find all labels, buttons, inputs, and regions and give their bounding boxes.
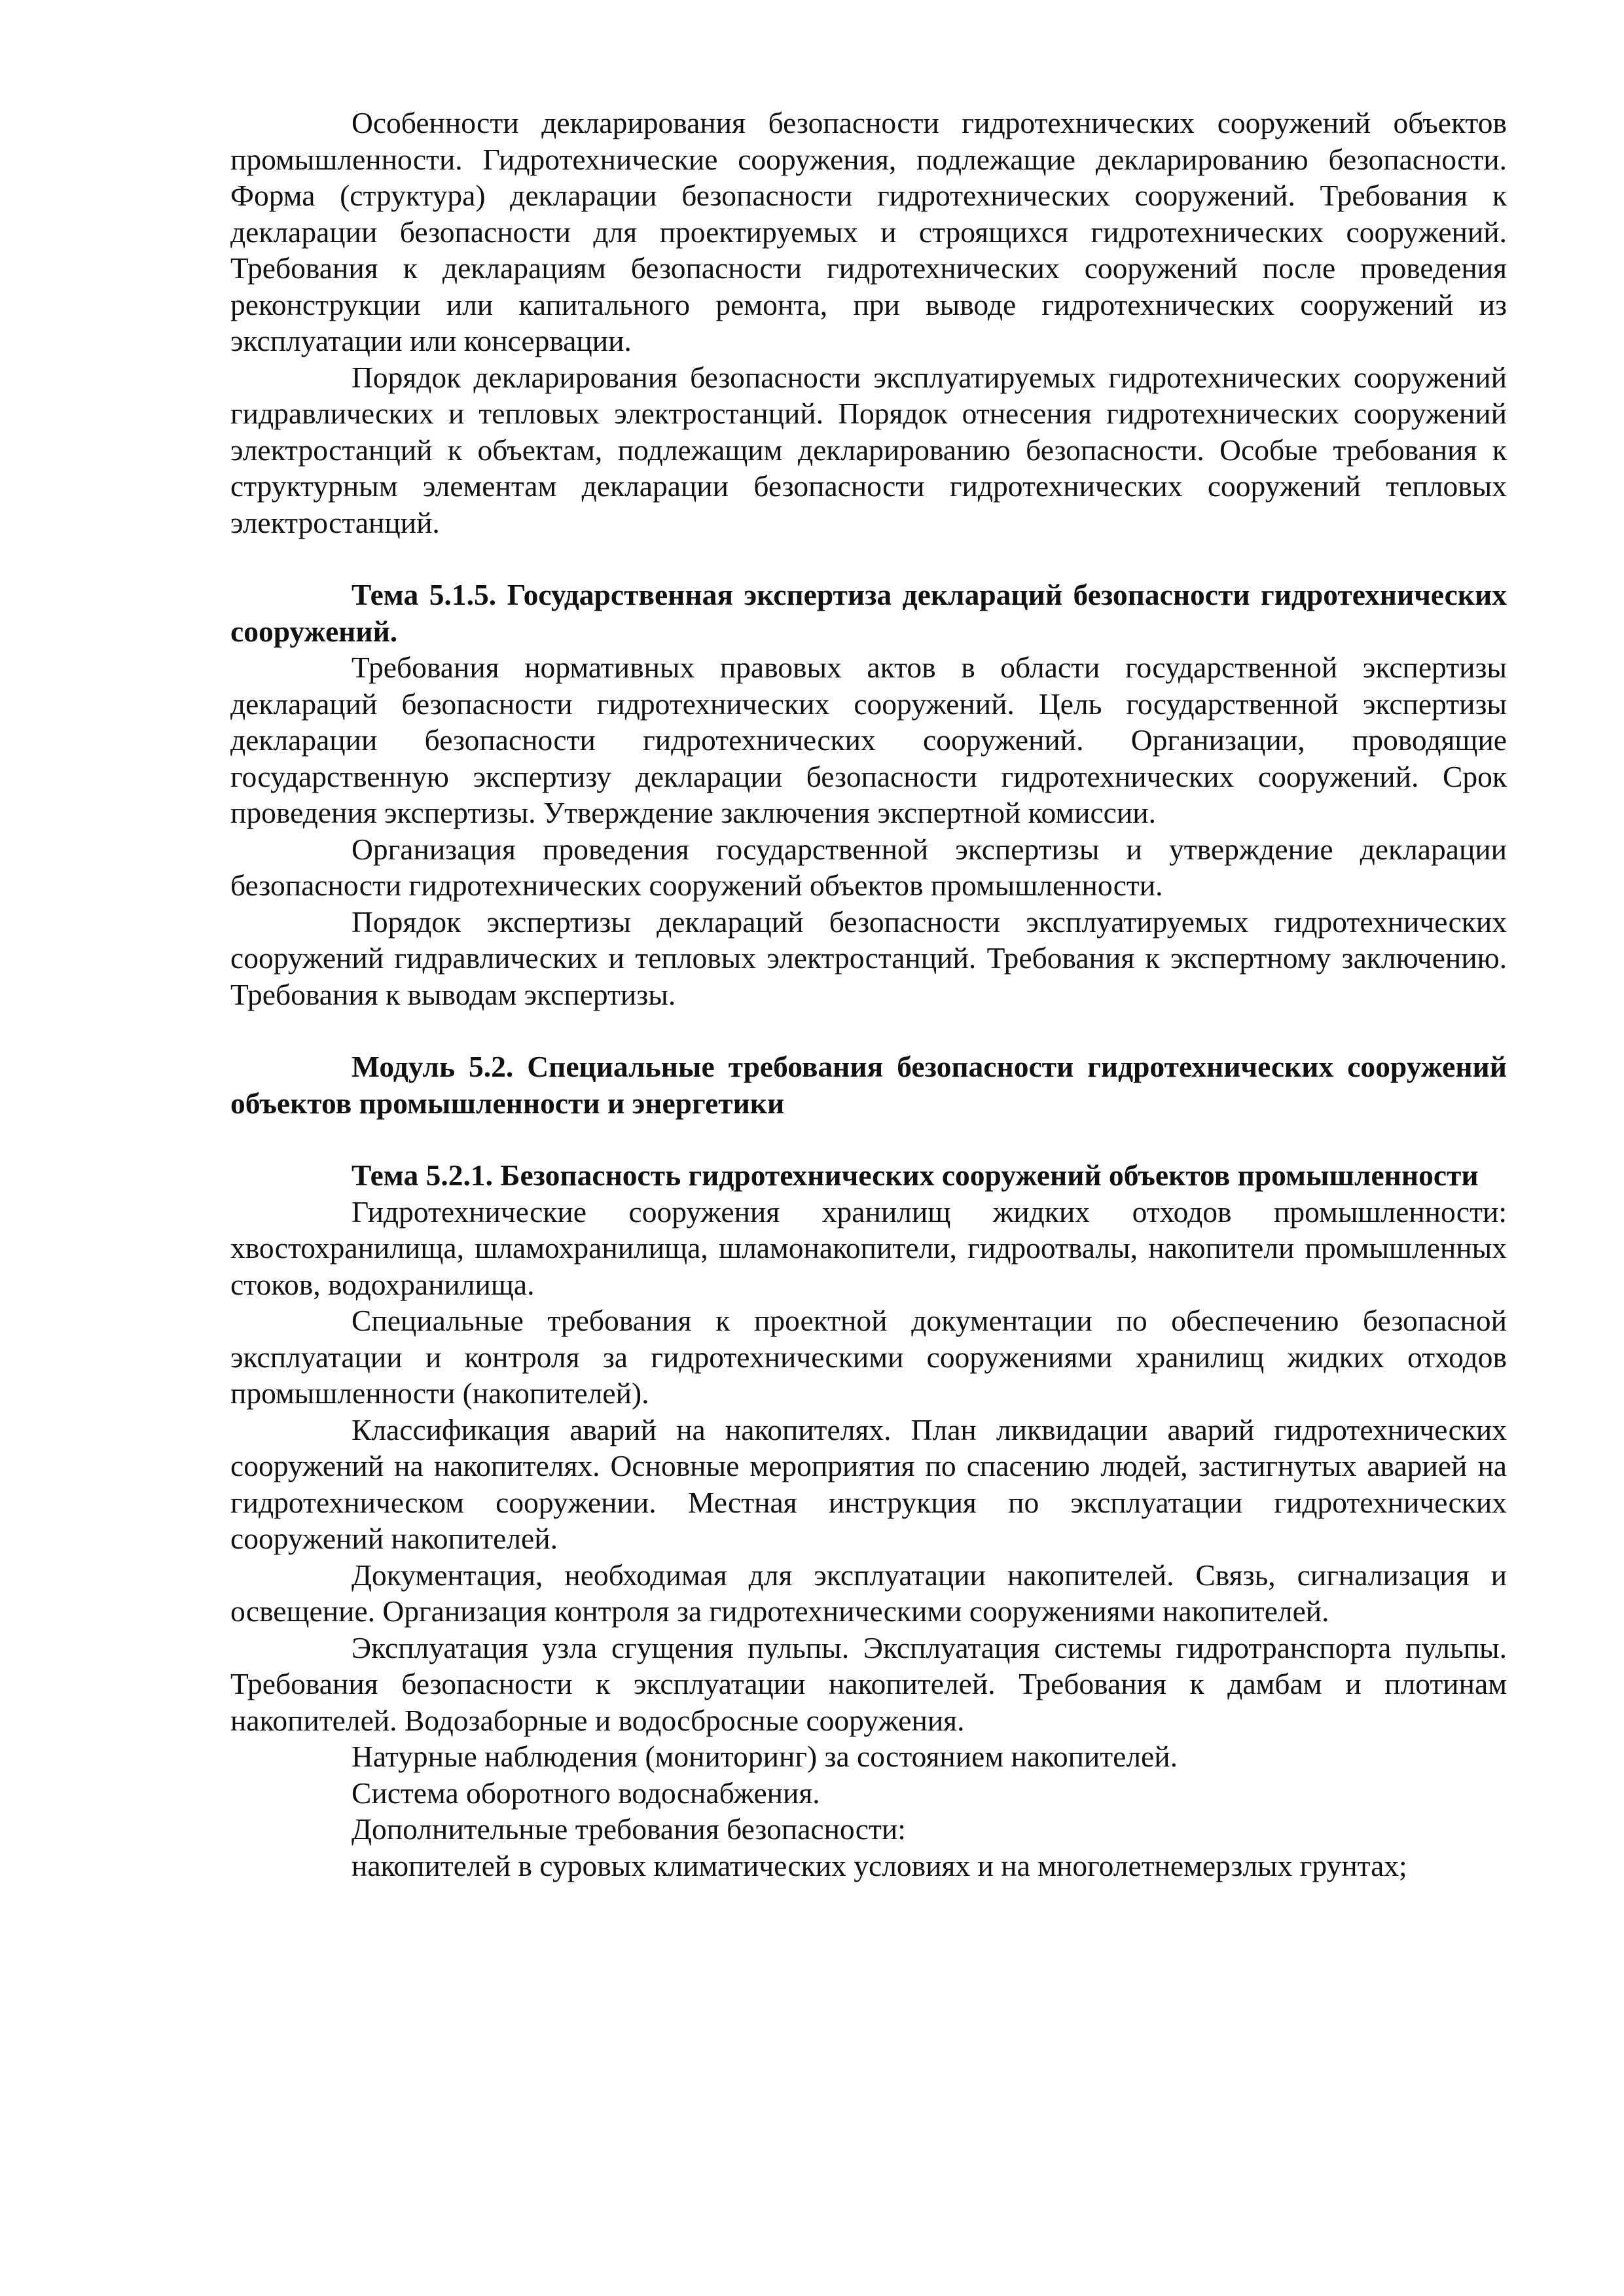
topic-5-1-5-paragraph-2: Организация проведения государственной экспертизы и утверждение декларации безопасности гидротехнических сооружений объектов промышленности. xyxy=(230,832,1507,902)
topic-5-1-5-heading: Тема 5.1.5. Государственная экспертиза деклараций безопасности гидротехнических сооружений. xyxy=(230,578,1507,648)
topic-5-2-1-paragraph-1: Гидротехнические сооружения хранилищ жидких отходов промышленности: хвостохранилища, шламохранилища, шламонакопители, гидроотвалы, накопители промышленных стоков, водохранилища. xyxy=(230,1194,1507,1301)
section-gap xyxy=(230,1121,1507,1157)
document-page xyxy=(230,105,1507,1884)
topic-5-2-1-paragraph-7: Система оборотного водоснабжения. xyxy=(352,1776,820,1810)
topic-5-2-1-heading: Тема 5.2.1. Безопасность гидротехнических сооружений объектов промышленности xyxy=(352,1158,1479,1192)
topic-5-2-1-paragraph-8: Дополнительные требования безопасности: xyxy=(352,1812,906,1846)
section-gap xyxy=(230,541,1507,577)
topic-5-1-5-paragraph-1: Требования нормативных правовых актов в области государственной экспертизы деклараций безопасности гидротехнических сооружений. Цель государственной экспертизы декларации безопасности гидротехнических сооружений. Организации, проводящие государственную экспертизу декларации безопасности гидротехнических сооружений. Срок проведения экспертизы. Утверждение заключения экспертной комиссии. xyxy=(230,651,1507,829)
topic-5-2-1-paragraph-9: накопителей в суровых климатических условиях и на многолетнемерзлых грунтах; xyxy=(352,1848,1407,1882)
topic-5-2-1-paragraph-3: Классификация аварий на накопителях. План ликвидации аварий гидротехнических сооружений на накопителях. Основные мероприятия по спасению людей, застигнутых аварией на гидротехническом сооружении. Местная инструкция по эксплуатации гидротехнических сооружений накопителей. xyxy=(230,1412,1507,1555)
topic-5-2-1-paragraph-4: Документация, необходимая для эксплуатации накопителей. Связь, сигнализация и освещение. Организация контроля за гидротехническими сооружениями накопителей. xyxy=(230,1558,1507,1628)
topic-5-2-1-paragraph-6: Натурные наблюдения (мониторинг) за состоянием накопителей. xyxy=(352,1740,1178,1773)
intro-paragraph-1: Особенности декларирования безопасности гидротехнических сооружений объектов промышленности. Гидротехнические сооружения, подлежащие декларированию безопасности. Форма (структура) декларации безопасности гидротехнических сооружений. Требования к декларации безопасности для проектируемых и строящихся гидротехнических сооружений. Требования к декларациям безопасности гидротехнических сооружений после проведения реконструкции или капитального ремонта, при выводе гидротехнических сооружений из эксплуатации или консервации. xyxy=(230,106,1507,357)
topic-5-1-5-paragraph-3: Порядок экспертизы деклараций безопасности эксплуатируемых гидротехнических сооружений гидравлических и тепловых электростанций. Требования к экспертному заключению. Требования к выводам экспертизы. xyxy=(230,905,1507,1011)
topic-5-2-1-paragraph-5: Эксплуатация узла сгущения пульпы. Эксплуатация системы гидротранспорта пульпы. Требования безопасности к эксплуатации накопителей. Требования к дамбам и плотинам накопителей. Водозаборные и водосбросные сооружения. xyxy=(230,1630,1507,1737)
module-5-2-heading: Модуль 5.2. Специальные требования безопасности гидротехнических сооружений объектов промышленности и энергетики xyxy=(230,1050,1507,1120)
section-gap xyxy=(230,1013,1507,1049)
intro-paragraph-2: Порядок декларирования безопасности эксплуатируемых гидротехнических сооружений гидравлических и тепловых электростанций. Порядок отнесения гидротехнических сооружений электростанций к объектам, подлежащим декларированию безопасности. Особые требования к структурным элементам декларации безопасности гидротехнических сооружений тепловых электростанций. xyxy=(230,360,1507,539)
topic-5-2-1-paragraph-2: Специальные требования к проектной документации по обеспечению безопасной эксплуатации и контроля за гидротехническими сооружениями хранилищ жидких отходов промышленности (накопителей). xyxy=(230,1304,1507,1410)
